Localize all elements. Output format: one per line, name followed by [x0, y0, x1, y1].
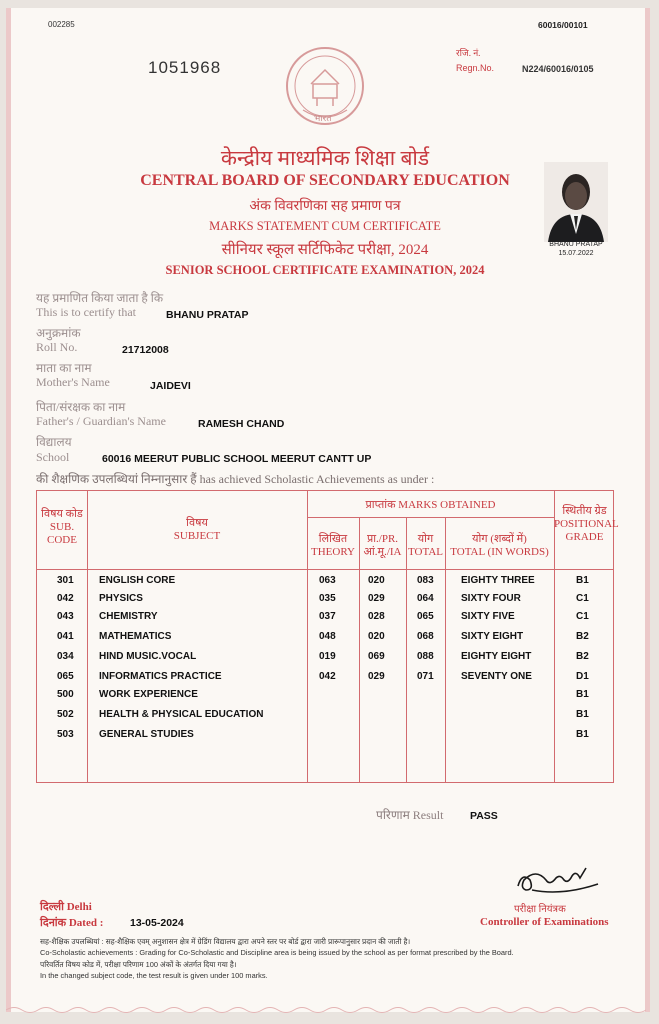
cell-total: 071 — [417, 671, 434, 682]
footnote-changed-code-hindi: परिवर्तित विषय कोड में, परीक्षा परिणाम 100 अंकों के अंतर्गत दिया गया है। — [40, 960, 237, 969]
cell-theory: 019 — [319, 651, 336, 662]
board-name: CENTRAL BOARD OF SECONDARY EDUCATION — [140, 172, 510, 189]
regn-label: Regn.No. — [456, 63, 495, 73]
regn-label-hindi: रजि. नं. — [456, 48, 481, 58]
mother-name: JAIDEVI — [150, 380, 191, 392]
cell-theory: 048 — [319, 631, 336, 642]
cell-words: SIXTY FOUR — [461, 593, 521, 604]
regn-number: N224/60016/0105 — [522, 64, 594, 74]
cell-subject: HEALTH & PHYSICAL EDUCATION — [99, 709, 264, 720]
header-total-words: योग (शब्दों में) TOTAL (IN WORDS) — [450, 533, 549, 558]
document-code-right: 60016/00101 — [538, 20, 588, 30]
border-pattern — [6, 1002, 650, 1012]
certify-label-hindi: यह प्रमाणित किया जाता है कि — [36, 291, 164, 305]
marks-table — [36, 490, 619, 783]
footnote-coscholastic-hindi: सह-शैक्षिक उपलब्धियां : सह-शैक्षिक एवम् अनुशासन क्षेत्र में ग्रेडिंग विद्यालय द्वारा अपने स्तर पर बोर्ड द्वारा जारी प्रारूपानुसार प्रदान की जाती है। — [40, 937, 411, 946]
father-name: RAMESH CHAND — [198, 418, 285, 430]
header-code: विषय कोड SUB. CODE — [41, 508, 83, 546]
cell-subject: MATHEMATICS — [99, 631, 172, 642]
cell-total: 065 — [417, 611, 434, 622]
issue-date: 13-05-2024 — [130, 917, 184, 929]
date-label: दिनांक Dated : — [40, 917, 104, 929]
student-name: BHANU PRATAP — [166, 309, 249, 321]
document-title-hindi: अंक विवरणिका सह प्रमाण पत्र — [249, 199, 401, 214]
result-label: परिणाम Result — [376, 808, 444, 822]
cell-subject: GENERAL STUDIES — [99, 729, 194, 740]
roll-label: Roll No. — [36, 340, 78, 354]
cell-theory: 063 — [319, 575, 336, 586]
footnote-changed-code: In the changed subject code, the test result is given under 100 marks. — [40, 971, 268, 980]
board-name-hindi: केन्द्रीय माध्यमिक शिक्षा बोर्ड — [220, 146, 430, 170]
issue-place: दिल्ली Delhi — [40, 901, 92, 913]
result-value: PASS — [470, 810, 498, 822]
header-marks-obtained: प्राप्तांक MARKS OBTAINED — [365, 499, 496, 511]
cell-total: 083 — [417, 575, 434, 586]
seal-text: भारत — [314, 113, 332, 123]
document-title: MARKS STATEMENT CUM CERTIFICATE — [209, 219, 441, 233]
exam-title-hindi: सीनियर स्कूल सर्टिफिकेट परीक्षा, 2024 — [221, 242, 429, 258]
cell-words: SIXTY FIVE — [461, 611, 515, 622]
cell-code: 042 — [57, 593, 74, 604]
header-total: योग TOTAL — [408, 533, 443, 558]
cell-words: EIGHTY THREE — [461, 575, 535, 586]
cell-grade: B2 — [576, 651, 589, 662]
cell-grade: C1 — [576, 593, 589, 604]
school-label: School — [36, 450, 70, 464]
cell-pr: 029 — [368, 671, 385, 682]
cell-code: 503 — [57, 729, 74, 740]
cell-code: 502 — [57, 709, 74, 720]
photo-caption-date: 15.07.2022 — [558, 250, 594, 257]
mother-label: Mother's Name — [36, 375, 110, 389]
cell-code: 034 — [57, 651, 74, 662]
cell-theory: 042 — [319, 671, 336, 682]
cell-grade: B1 — [576, 709, 589, 720]
footnote-coscholastic: Co-Scholastic achievements : Grading for Co-Scholastic and Discipline area is being issued by the school as per format prescribed by the Board. — [40, 948, 514, 957]
cell-code: 065 — [57, 671, 74, 682]
cell-code: 500 — [57, 689, 74, 700]
cell-pr: 069 — [368, 651, 385, 662]
document-code-left: 002285 — [48, 20, 75, 29]
cell-grade: B2 — [576, 631, 589, 642]
cell-pr: 020 — [368, 575, 385, 586]
cell-code: 041 — [57, 631, 74, 642]
cell-code: 043 — [57, 611, 74, 622]
header-theory: लिखित THEORY — [311, 533, 355, 558]
cell-grade: B1 — [576, 729, 589, 740]
cell-code: 301 — [57, 575, 74, 586]
roll-number: 21712008 — [122, 344, 169, 356]
cell-subject: CHEMISTRY — [99, 611, 158, 622]
serial-number: 1051968 — [148, 58, 222, 77]
cell-total: 068 — [417, 631, 434, 642]
achievement-statement: की शैक्षणिक उपलब्धियां निम्नानुसार हैं has achieved Scholastic Achievements as under : — [36, 472, 435, 486]
header-practical: प्रा./PR. आं.मू./IA — [363, 533, 402, 558]
school-label-hindi: विद्यालय — [36, 435, 72, 449]
cell-grade: D1 — [576, 671, 589, 682]
mother-label-hindi: माता का नाम — [36, 361, 92, 375]
cell-grade: B1 — [576, 575, 589, 586]
cell-pr: 020 — [368, 631, 385, 642]
cell-grade: C1 — [576, 611, 589, 622]
cell-grade: B1 — [576, 689, 589, 700]
cell-subject: PHYSICS — [99, 593, 143, 604]
header-grade: स्थितीय ग्रेड POSITIONAL GRADE — [554, 505, 619, 543]
cell-subject: HIND MUSIC.VOCAL — [99, 651, 197, 662]
exam-title: SENIOR SCHOOL CERTIFICATE EXAMINATION, 2024 — [165, 263, 485, 277]
father-label-hindi: पिता/संरक्षक का नाम — [36, 400, 126, 414]
cell-subject: INFORMATICS PRACTICE — [99, 671, 222, 682]
cell-words: SEVENTY ONE — [461, 671, 532, 682]
father-label: Father's / Guardian's Name — [36, 414, 166, 428]
cell-words: EIGHTY EIGHT — [461, 651, 532, 662]
cell-subject: WORK EXPERIENCE — [99, 689, 198, 700]
cell-subject: ENGLISH CORE — [99, 575, 176, 586]
cell-total: 064 — [417, 593, 434, 604]
roll-label-hindi: अनुक्रमांक — [36, 326, 81, 340]
controller-label-hindi: परीक्षा नियंत्रक — [514, 904, 566, 915]
header-subject: विषय SUBJECT — [173, 517, 221, 542]
controller-label: Controller of Examinations — [480, 916, 609, 928]
student-photo — [544, 162, 608, 242]
cell-total: 088 — [417, 651, 434, 662]
certify-label: This is to certify that — [36, 305, 136, 319]
cell-theory: 037 — [319, 611, 336, 622]
photo-caption-name: BHANU PRATAP — [549, 241, 603, 248]
cell-pr: 028 — [368, 611, 385, 622]
cell-theory: 035 — [319, 593, 336, 604]
cell-words: SIXTY EIGHT — [461, 631, 524, 642]
controller-signature — [512, 860, 604, 898]
school-name: 60016 MEERUT PUBLIC SCHOOL MEERUT CANTT UP — [102, 453, 372, 465]
cell-pr: 029 — [368, 593, 385, 604]
